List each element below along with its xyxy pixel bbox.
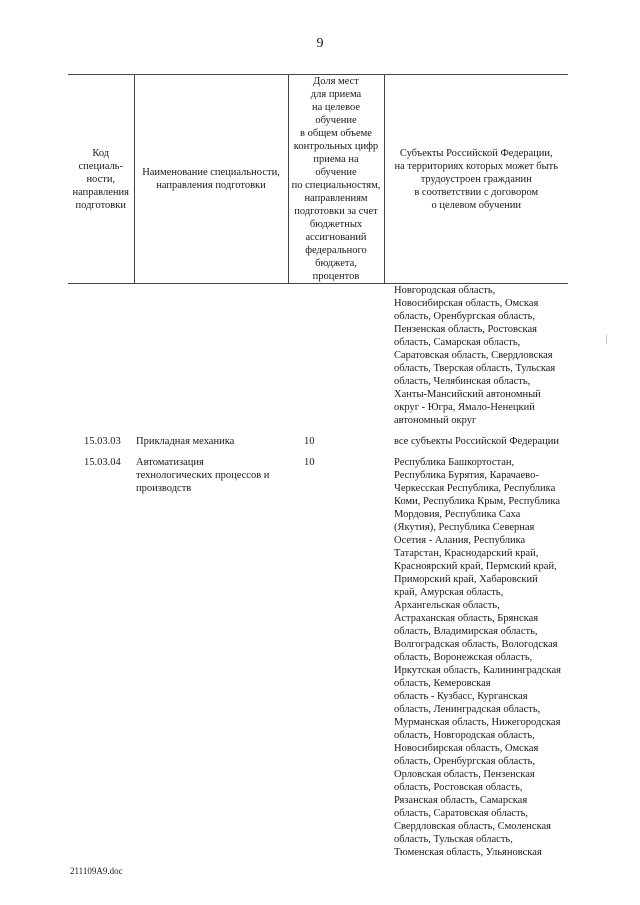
scan-margin-mark [606, 335, 607, 344]
table-row-continuation [68, 284, 568, 436]
header-subjects: Субъекты Российской Федерации, на территориях которых может быть трудоустроен гражданин в соответствии с договором о целевом обучении [384, 75, 568, 284]
header-code: Код специаль- ности, направления подготовки [68, 75, 134, 284]
cell-code [68, 284, 134, 436]
cell-share [288, 284, 384, 436]
table-row-15-03-04 [68, 456, 568, 867]
cell-subjects: Республика Башкортостан, Республика Бурятия, Карачаево- Черкесская Республика, Республика Коми, Республика Крым, Республика Мордовия, Республика Саха (Якутия), Республика Северная Осетия - Алания, Республика Татарстан, Краснодарский край, Красноярский край, Пермский край, Приморский край, Хабаровский край, Амурская область, Архангельская область, Астраханская область, Брянская область, Владимирская область, Волгоградская область, Вологодская область, Воронежская область, Иркутская область, Калининградская область, Кемеровская область - Кузбасс, Курганская область, Ленинградская область, Мурманская область, Нижегородская область, Новгородская область, Новосибирская область, Омская область, Оренбургская область, Орловская область, Пензенская область, Ростовская область, Рязанская область, Самарская область, Саратовская область, Свердловская область, Смоленская область, Тульская область, Тюменская область, Ульяновская [394, 457, 561, 858]
table-row-15-03-03 [68, 435, 568, 456]
header-name: Наименование специальности, направления подготовки [134, 75, 288, 284]
cell-share: 10 [304, 457, 315, 468]
header-share: Доля мест для приема на целевое обучение в общем объеме контрольных цифр приема на обучение по специальностям, направлениям подготовки за счет бюджетных ассигнований федерального бюджета, процентов [288, 75, 384, 284]
cell-code: 15.03.04 [84, 457, 121, 468]
table-header-row [68, 75, 568, 284]
page-number: 9 [316, 36, 324, 51]
doc-table [68, 74, 568, 867]
cell-name: Прикладная механика [136, 436, 235, 447]
cell-name [134, 284, 288, 436]
cell-name: Автоматизация технологических процессов и производств [136, 457, 270, 494]
cell-share: 10 [304, 436, 315, 447]
cell-subjects: все субъекты Российской Федерации [394, 436, 559, 447]
cell-code: 15.03.03 [84, 436, 121, 447]
target-admission-table [68, 74, 568, 867]
document-footer: 211109A9.doc [70, 866, 123, 876]
cell-subjects: Новгородская область, Новосибирская область, Омская область, Оренбургская область, Пензенская область, Ростовская область, Самарская область, Саратовская область, Свердловская область, Тверская область, Тульская область, Челябинская область, Ханты-Мансийский автономный округ - Югра, Ямало-Ненецкий автономный округ [394, 285, 556, 426]
